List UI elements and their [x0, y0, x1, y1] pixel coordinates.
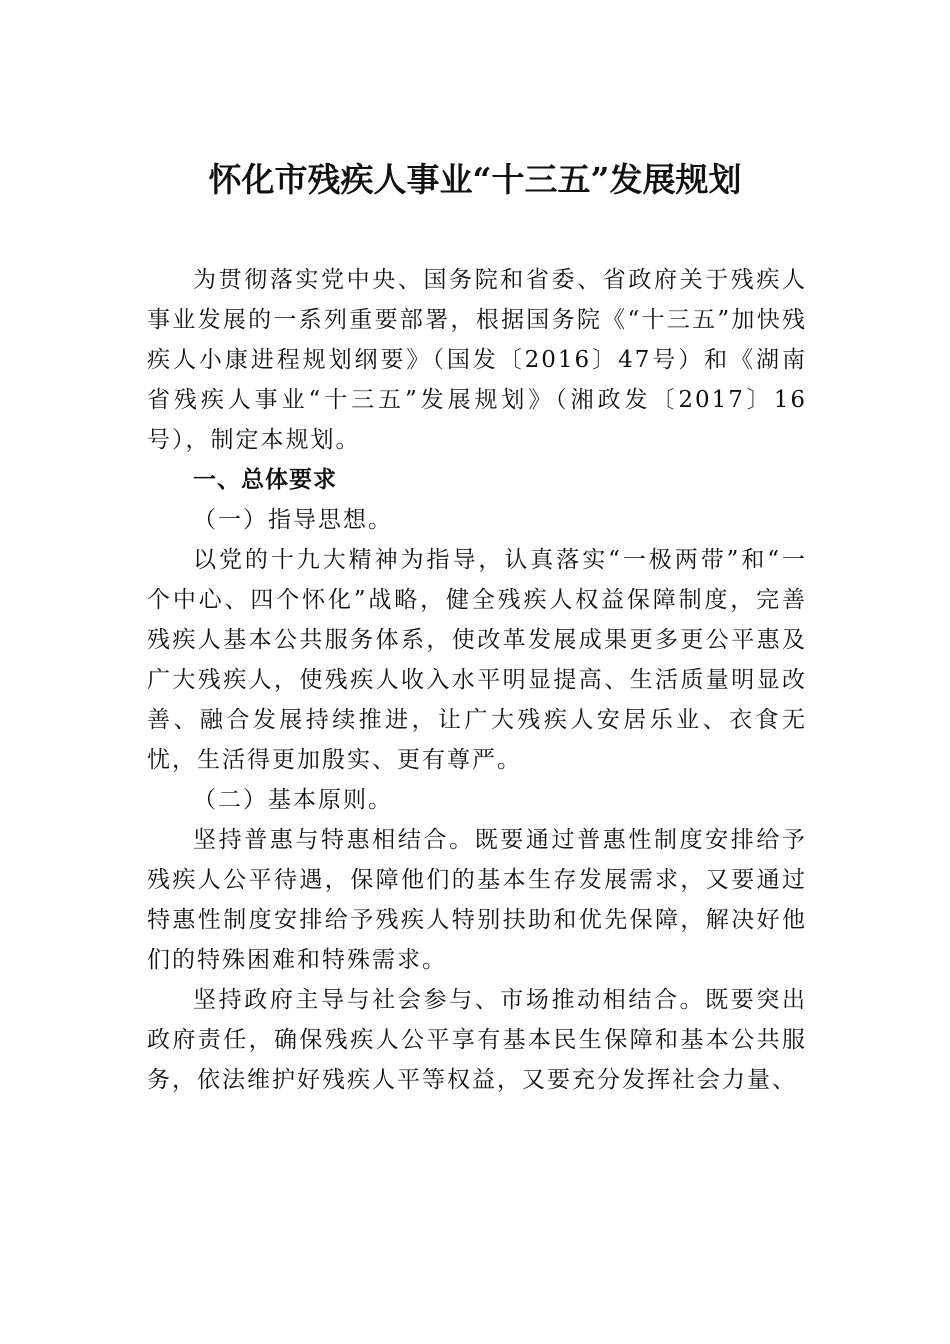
guiding-ideology-paragraph: 以党的十九大精神为指导，认真落实“一极两带”和“一个中心、四个怀化”战略，健全残疾人权益保障制度，完善残疾人基本公共服务体系，使改革发展成果更多更公平惠及广大残疾人，使残疾人收入水平明显提高、生活质量明显改善、融合发展持续推进，让广大残疾人安居乐业、衣食无忧，生活得更加殷实、更有尊严。 — [147, 547, 807, 773]
subsection-heading-basic-principles: （二）基本原则。 — [193, 787, 393, 813]
section-heading-overall-requirements: 一、总体要求 — [193, 467, 337, 493]
principle-paragraph-1: 坚持普惠与特惠相结合。既要通过普惠性制度安排给予残疾人公平待遇，保障他们的基本生存发展需求，又要通过特惠性制度安排给予残疾人特别扶助和优先保障，解决好他们的特殊困难和特殊需求。 — [147, 827, 807, 973]
intro-paragraph: 为贯彻落实党中央、国务院和省委、省政府关于残疾人事业发展的一系列重要部署，根据国务院《“十三五”加快残疾人小康进程规划纲要》（国发〔2016〕47号）和《湖南省残疾人事业“十三五”发展规划》（湘政发〔2017〕16号），制定本规划。 — [147, 267, 807, 453]
document-body — [147, 260, 807, 1100]
subsection-heading-guiding-ideology: （一）指导思想。 — [193, 507, 393, 533]
principle-paragraph-2: 坚持政府主导与社会参与、市场推动相结合。既要突出政府责任，确保残疾人公平享有基本民生保障和基本公共服务，依法维护好残疾人平等权益，又要充分发挥社会力量、 — [147, 987, 807, 1093]
document-title: 怀化市残疾人事业“十三五”发展规划 — [208, 160, 742, 199]
